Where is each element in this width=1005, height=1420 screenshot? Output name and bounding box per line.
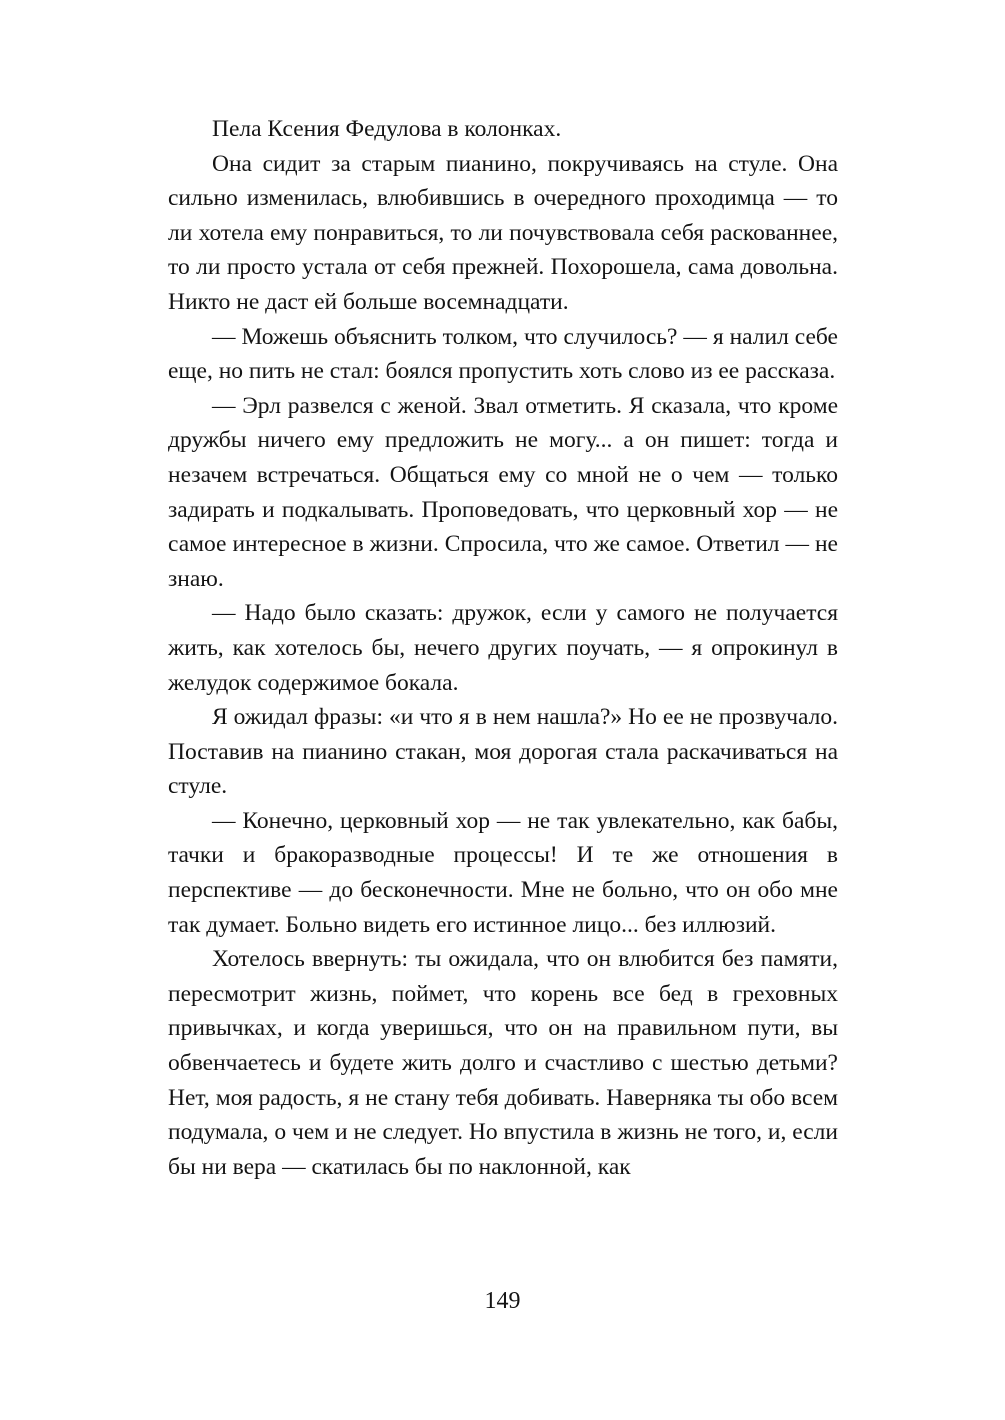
paragraph: — Эрл развелся с женой. Звал отметить. Я сказала, что кроме дружбы ничего ему предложить не могу... а он пишет: тогда и незачем встречаться. Общаться ему со мной не о чем — только задирать и подкалывать. Проповедовать, что церковный хор — не самое интересное в жизни. Спросила, что же самое. Ответил — не знаю. — [168, 392, 838, 592]
body-text-column — [168, 112, 838, 1184]
paragraph: — Конечно, церковный хор — не так увлекательно, как бабы, тачки и бракоразводные процессы! И те же отношения в перспективе — до бесконечности. Мне не больно, что он обо мне так думает. Больно видеть его истинное лицо... без иллюзий. — [168, 807, 838, 938]
paragraph: Она сидит за старым пианино, покручиваясь на стуле. Она сильно изменилась, влюбившись в очередного проходимца — то ли хотела ему понравиться, то ли почувствовала себя раскованнее, то ли просто устала от себя прежней. Похорошела, сама довольна. Никто не даст ей больше восемнадцати. — [168, 150, 838, 315]
paragraph: — Надо было сказать: дружок, если у самого не получается жить, как хотелось бы, нечего других поучать, — я опрокинул в желудок содержимое бокала. — [168, 600, 838, 696]
paragraph: — Можешь объяснить толком, что случилось? — я налил себе еще, но пить не стал: боялся пропустить хоть слово из ее рассказа. — [168, 323, 838, 385]
paragraph: Я ожидал фразы: «и что я в нем нашла?» Но ее не прозвучало. Поставив на пианино стакан, моя дорогая стала раскачиваться на стуле. — [168, 704, 838, 800]
page-number: 149 — [484, 1288, 521, 1314]
paragraph: Хотелось ввернуть: ты ожидала, что он влюбится без памяти, пересмотрит жизнь, поймет, что корень все бед в греховных привычках, и когда уверишься, что он на правильном пути, вы обвенчаетесь и будете жить долго и счастливо с шестью детьми? Нет, моя радость, я не стану тебя добивать. Наверняка ты обо всем подумала, о чем и не следует. Но впустила в жизнь не того, и, если бы ни вера — скатилась бы по наклонной, как — [168, 946, 838, 1180]
paragraph: Пела Ксения Федулова в колонках. — [212, 116, 562, 142]
